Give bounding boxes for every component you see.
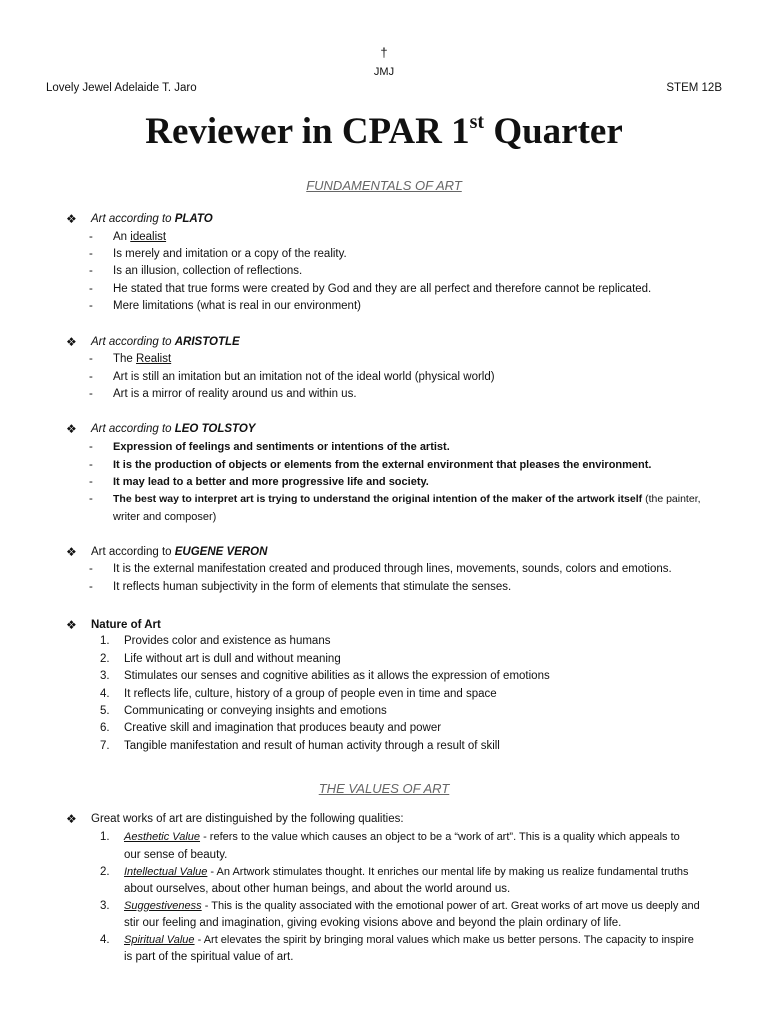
section-label: STEM 12B <box>666 82 722 94</box>
plato-item-2: Is merely and imitation or a copy of the reality. <box>113 248 347 260</box>
plato-item-3: Is an illusion, collection of reflections. <box>113 265 303 277</box>
plato-item-4: He stated that true forms were created by God and they are all perfect and therefore cannot be replicated. <box>113 283 652 295</box>
tolstoy-item-1: Expression of feelings and sentiments or intentions of the artist. <box>113 441 450 453</box>
plato-item-1: An idealist <box>113 231 167 243</box>
page-title: Reviewer in CPAR 1st Quarter <box>145 111 623 152</box>
jmj-header: JMJ <box>373 66 395 78</box>
dash-bullet: - <box>89 300 93 312</box>
dash-bullet: - <box>89 476 93 488</box>
dash-bullet: - <box>89 371 93 383</box>
dash-bullet: - <box>89 248 93 260</box>
tolstoy-item-3: It may lead to a better and more progressive life and society. <box>113 476 429 488</box>
list-number: 6. <box>100 722 110 734</box>
nature-heading: Nature of Art <box>91 619 161 631</box>
cross-symbol: † <box>380 45 388 60</box>
plato-heading: Art according to PLATO <box>91 213 213 225</box>
aristotle-item-3: Art is a mirror of reality around us and within us. <box>113 388 357 400</box>
veron-heading: Art according to EUGENE VERON <box>91 546 268 558</box>
list-number: 1. <box>100 831 110 843</box>
list-number: 1. <box>100 635 110 647</box>
list-number: 2. <box>100 653 110 665</box>
tolstoy-heading: Art according to LEO TOLSTOY <box>91 423 256 435</box>
list-number: 3. <box>100 670 110 682</box>
value-aesthetic-cont: our sense of beauty. <box>124 849 228 861</box>
dash-bullet: - <box>89 388 93 400</box>
dash-bullet: - <box>89 441 93 453</box>
dash-bullet: - <box>89 353 93 365</box>
veron-item-1: It is the external manifestation created and produced through lines, movements, sounds, colors and emotions. <box>113 563 672 575</box>
value-suggestiveness: Suggestiveness - This is the quality associated with the emotional power of art. Great works of art move us deeply and <box>124 900 700 912</box>
nature-item-7: Tangible manifestation and result of human activity through a result of skill <box>124 740 500 752</box>
dash-bullet: - <box>89 581 93 593</box>
dash-bullet: - <box>89 265 93 277</box>
dash-bullet: - <box>89 283 93 295</box>
value-spiritual: Spiritual Value - Art elevates the spirit by bringing moral values which make us better persons. The capacity to inspire <box>124 934 694 946</box>
value-suggestiveness-cont: stir our feeling and imagination, giving evoking visions above and beyond the plain ordinary of life. <box>124 917 622 929</box>
veron-item-2: It reflects human subjectivity in the form of elements that stimulate the senses. <box>113 581 512 593</box>
diamond-bullet-icon: ❖ <box>66 618 77 632</box>
list-number: 2. <box>100 866 110 878</box>
aristotle-heading: Art according to ARISTOTLE <box>91 336 240 348</box>
nature-item-4: It reflects life, culture, history of a group of people even in time and space <box>124 688 497 700</box>
dash-bullet: - <box>89 563 93 575</box>
nature-item-5: Communicating or conveying insights and emotions <box>124 705 387 717</box>
dash-bullet: - <box>89 231 93 243</box>
value-intellectual: Intellectual Value - An Artwork stimulates thought. It enriches our mental life by making us realize fundamental truths <box>124 866 689 878</box>
diamond-bullet-icon: ❖ <box>66 335 77 349</box>
values-intro: Great works of art are distinguished by the following qualities: <box>91 813 404 825</box>
tolstoy-item-2: It is the production of objects or elements from the external environment that pleases the environment. <box>113 459 652 471</box>
title-superscript: st <box>469 111 485 133</box>
heading-values: THE VALUES OF ART <box>318 781 450 796</box>
value-intellectual-cont: about ourselves, about other human beings, and about the world around us. <box>124 883 511 895</box>
list-number: 4. <box>100 934 110 946</box>
list-number: 5. <box>100 705 110 717</box>
author-name: Lovely Jewel Adelaide T. Jaro <box>46 82 197 94</box>
nature-item-2: Life without art is dull and without meaning <box>124 653 341 665</box>
diamond-bullet-icon: ❖ <box>66 212 77 226</box>
aristotle-item-1: The Realist <box>113 353 172 365</box>
dash-bullet: - <box>89 493 93 505</box>
diamond-bullet-icon: ❖ <box>66 812 77 826</box>
list-number: 7. <box>100 740 110 752</box>
dash-bullet: - <box>89 459 93 471</box>
aristotle-item-2: Art is still an imitation but an imitation not of the ideal world (physical world) <box>113 371 495 383</box>
nature-item-3: Stimulates our senses and cognitive abilities as it allows the expression of emotions <box>124 670 550 682</box>
value-aesthetic: Aesthetic Value - refers to the value which causes an object to be a “work of art”. This is a quality which appeals to <box>124 831 680 843</box>
plato-item-5: Mere limitations (what is real in our environment) <box>113 300 361 312</box>
tolstoy-item-4: The best way to interpret art is trying to understand the original intention of the maker of the artwork itself (the painter, <box>113 493 701 505</box>
list-number: 4. <box>100 688 110 700</box>
nature-item-6: Creative skill and imagination that produces beauty and power <box>124 722 442 734</box>
nature-item-1: Provides color and existence as humans <box>124 635 331 647</box>
list-number: 3. <box>100 900 110 912</box>
tolstoy-item-4-cont: writer and composer) <box>113 511 217 523</box>
value-spiritual-cont: is part of the spiritual value of art. <box>124 951 294 963</box>
diamond-bullet-icon: ❖ <box>66 422 77 436</box>
heading-fundamentals: FUNDAMENTALS OF ART <box>306 178 462 193</box>
diamond-bullet-icon: ❖ <box>66 545 77 559</box>
